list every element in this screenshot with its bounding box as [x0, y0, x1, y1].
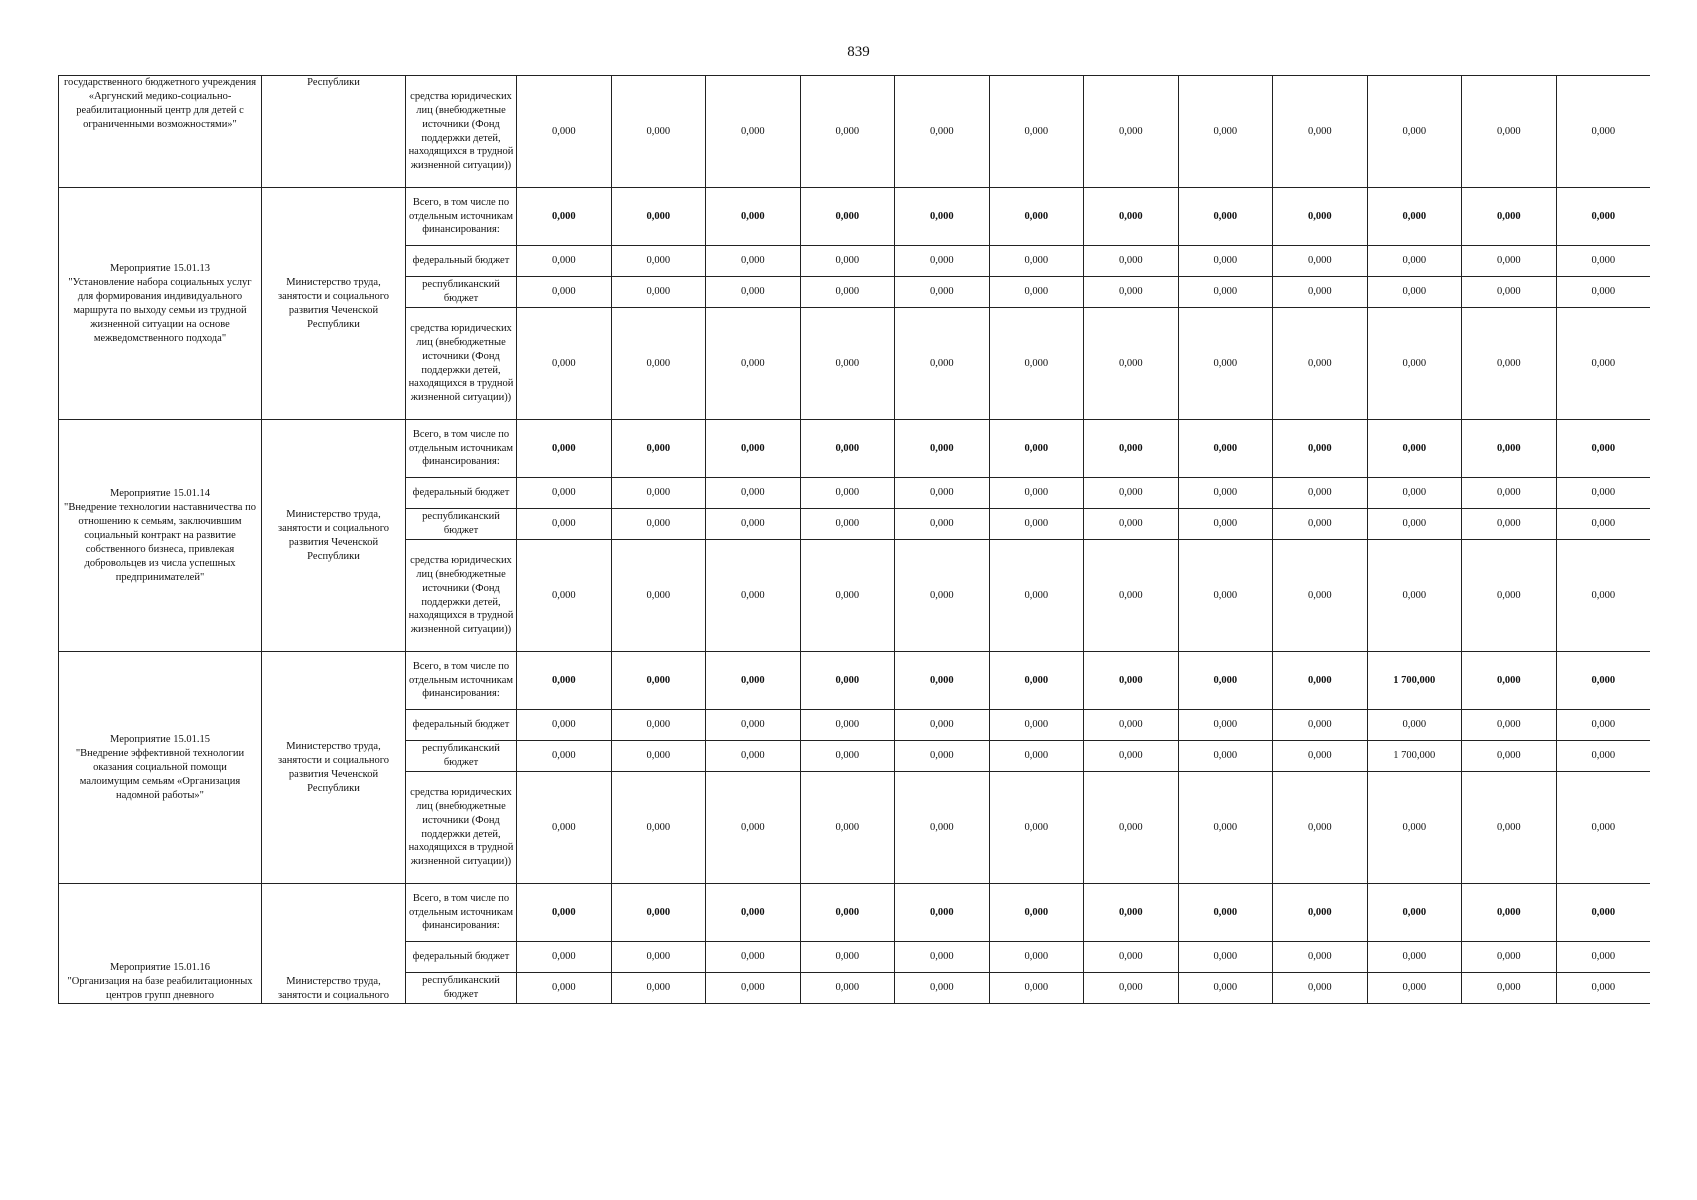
value-cell: 1 700,000 — [1367, 652, 1462, 710]
value-cell: 0,000 — [895, 973, 990, 1004]
event-title: Мероприятие 15.01.16 — [110, 962, 210, 973]
value-cell: 0,000 — [1084, 420, 1179, 478]
value-cell: 0,000 — [706, 509, 801, 540]
value-cell: 0,000 — [1178, 652, 1273, 710]
value-cell: 0,000 — [1178, 478, 1273, 509]
value-cell: 0,000 — [517, 652, 612, 710]
value-cell: 0,000 — [895, 652, 990, 710]
table-row-total — [59, 420, 1651, 478]
value-cell: 0,000 — [706, 741, 801, 772]
page-number: 839 — [847, 44, 870, 60]
value-cell: 0,000 — [706, 277, 801, 308]
value-cell: 0,000 — [1178, 246, 1273, 277]
value-cell: 0,000 — [706, 76, 801, 188]
value-cell: 0,000 — [1556, 741, 1650, 772]
value-cell: 0,000 — [895, 478, 990, 509]
funding-source-cell: республиканский бюджет — [406, 509, 517, 540]
value-cell: 0,000 — [1367, 772, 1462, 884]
value-cell: 0,000 — [706, 540, 801, 652]
executor-cell: Министерство труда, занятости и социального развития Чеченской Республики — [262, 420, 406, 652]
value-cell: 0,000 — [517, 478, 612, 509]
value-cell: 0,000 — [517, 277, 612, 308]
value-cell: 0,000 — [517, 188, 612, 246]
value-cell: 0,000 — [989, 741, 1084, 772]
event-description: "Установление набора социальных услуг для формирования индивидуального маршрута по выходу семьи из трудной жизненной ситуации на основе межведомственного подхода" — [68, 276, 252, 344]
value-cell: 0,000 — [1178, 76, 1273, 188]
event-cell — [59, 188, 262, 420]
value-cell: 0,000 — [517, 540, 612, 652]
value-cell: 0,000 — [706, 884, 801, 942]
value-cell: 0,000 — [895, 246, 990, 277]
value-cell: 0,000 — [895, 942, 990, 973]
value-cell: 0,000 — [706, 420, 801, 478]
value-cell: 0,000 — [611, 246, 706, 277]
value-cell: 0,000 — [800, 246, 895, 277]
value-cell: 0,000 — [1556, 478, 1650, 509]
executor-cell: Министерство труда, занятости и социального — [262, 884, 406, 1004]
value-cell: 0,000 — [989, 246, 1084, 277]
value-cell: 0,000 — [989, 710, 1084, 741]
financing-table-wrapper — [58, 75, 1650, 1080]
value-cell: 0,000 — [1273, 277, 1368, 308]
table-row-total — [59, 652, 1651, 710]
funding-source-cell: Всего, в том числе по отдельным источникам финансирования: — [406, 420, 517, 478]
value-cell: 0,000 — [989, 772, 1084, 884]
value-cell: 0,000 — [611, 308, 706, 420]
value-cell: 0,000 — [1273, 652, 1368, 710]
value-cell: 0,000 — [1084, 76, 1179, 188]
value-cell: 0,000 — [800, 540, 895, 652]
value-cell: 0,000 — [800, 188, 895, 246]
value-cell: 0,000 — [611, 772, 706, 884]
financing-table — [58, 75, 1650, 1004]
value-cell: 0,000 — [517, 509, 612, 540]
value-cell: 0,000 — [800, 942, 895, 973]
value-cell: 0,000 — [800, 277, 895, 308]
value-cell: 0,000 — [895, 884, 990, 942]
value-cell: 0,000 — [1367, 710, 1462, 741]
funding-source-cell: республиканский бюджет — [406, 741, 517, 772]
value-cell: 0,000 — [517, 772, 612, 884]
value-cell: 0,000 — [706, 308, 801, 420]
value-cell: 0,000 — [1556, 246, 1650, 277]
value-cell: 0,000 — [611, 277, 706, 308]
value-cell: 0,000 — [1462, 246, 1557, 277]
value-cell: 0,000 — [895, 420, 990, 478]
value-cell: 0,000 — [895, 540, 990, 652]
value-cell: 0,000 — [1367, 973, 1462, 1004]
value-cell: 0,000 — [1178, 308, 1273, 420]
funding-source-cell: средства юридических лиц (внебюджетные источники (Фонд поддержки детей, находящихся в трудной жизненной ситуации)) — [406, 76, 517, 188]
value-cell: 0,000 — [1462, 710, 1557, 741]
value-cell: 0,000 — [611, 188, 706, 246]
value-cell: 0,000 — [517, 942, 612, 973]
value-cell: 0,000 — [1273, 942, 1368, 973]
value-cell: 0,000 — [1462, 973, 1557, 1004]
value-cell: 0,000 — [1556, 509, 1650, 540]
value-cell: 0,000 — [517, 884, 612, 942]
value-cell: 0,000 — [517, 741, 612, 772]
value-cell: 0,000 — [989, 540, 1084, 652]
value-cell: 0,000 — [1178, 772, 1273, 884]
value-cell: 0,000 — [1367, 76, 1462, 188]
value-cell: 0,000 — [1556, 973, 1650, 1004]
value-cell: 0,000 — [895, 188, 990, 246]
value-cell: 0,000 — [1462, 277, 1557, 308]
value-cell: 0,000 — [1462, 741, 1557, 772]
value-cell: 0,000 — [1367, 884, 1462, 942]
funding-source-cell: федеральный бюджет — [406, 710, 517, 741]
value-cell: 0,000 — [1462, 652, 1557, 710]
value-cell: 0,000 — [1556, 942, 1650, 973]
funding-source-cell: Всего, в том числе по отдельным источникам финансирования: — [406, 188, 517, 246]
funding-source-cell: Всего, в том числе по отдельным источникам финансирования: — [406, 884, 517, 942]
value-cell: 0,000 — [800, 710, 895, 741]
value-cell: 0,000 — [800, 741, 895, 772]
value-cell: 0,000 — [517, 973, 612, 1004]
value-cell: 1 700,000 — [1367, 741, 1462, 772]
value-cell: 0,000 — [989, 308, 1084, 420]
event-cell — [59, 652, 262, 884]
value-cell: 0,000 — [1367, 188, 1462, 246]
value-cell: 0,000 — [1273, 973, 1368, 1004]
value-cell: 0,000 — [611, 652, 706, 710]
value-cell: 0,000 — [800, 478, 895, 509]
value-cell: 0,000 — [800, 973, 895, 1004]
value-cell: 0,000 — [517, 246, 612, 277]
value-cell: 0,000 — [1556, 76, 1650, 188]
value-cell: 0,000 — [1273, 188, 1368, 246]
value-cell: 0,000 — [611, 420, 706, 478]
funding-source-cell: средства юридических лиц (внебюджетные источники (Фонд поддержки детей, находящихся в трудной жизненной ситуации)) — [406, 540, 517, 652]
value-cell: 0,000 — [1273, 884, 1368, 942]
value-cell: 0,000 — [517, 76, 612, 188]
value-cell: 0,000 — [1367, 540, 1462, 652]
value-cell: 0,000 — [706, 942, 801, 973]
value-cell: 0,000 — [1178, 973, 1273, 1004]
value-cell: 0,000 — [1367, 420, 1462, 478]
value-cell: 0,000 — [706, 246, 801, 277]
value-cell: 0,000 — [1178, 710, 1273, 741]
value-cell: 0,000 — [989, 420, 1084, 478]
value-cell: 0,000 — [611, 942, 706, 973]
event-title: Мероприятие 15.01.13 — [110, 262, 210, 274]
funding-source-cell: федеральный бюджет — [406, 478, 517, 509]
event-cell — [59, 884, 262, 1004]
value-cell: 0,000 — [800, 420, 895, 478]
value-cell: 0,000 — [1462, 884, 1557, 942]
value-cell: 0,000 — [706, 478, 801, 509]
value-cell: 0,000 — [706, 973, 801, 1004]
value-cell: 0,000 — [611, 509, 706, 540]
value-cell: 0,000 — [800, 884, 895, 942]
event-title: Мероприятие 15.01.15 — [110, 733, 210, 745]
value-cell: 0,000 — [895, 710, 990, 741]
value-cell: 0,000 — [1462, 540, 1557, 652]
value-cell: 0,000 — [989, 509, 1084, 540]
value-cell: 0,000 — [1273, 420, 1368, 478]
value-cell: 0,000 — [1367, 308, 1462, 420]
value-cell: 0,000 — [1084, 710, 1179, 741]
value-cell: 0,000 — [611, 478, 706, 509]
executor-continuation-cell: Республики — [262, 76, 406, 188]
value-cell: 0,000 — [800, 509, 895, 540]
value-cell: 0,000 — [1084, 509, 1179, 540]
funding-source-cell: федеральный бюджет — [406, 942, 517, 973]
table-row-total — [59, 884, 1651, 942]
funding-source-cell: средства юридических лиц (внебюджетные источники (Фонд поддержки детей, находящихся в трудной жизненной ситуации)) — [406, 308, 517, 420]
table-row-total — [59, 188, 1651, 246]
event-description: "Внедрение эффективной технологии оказания социальной помощи малоимущим семьям «Организация надомной работы»" — [75, 747, 245, 801]
value-cell: 0,000 — [1462, 188, 1557, 246]
value-cell: 0,000 — [989, 188, 1084, 246]
value-cell: 0,000 — [611, 973, 706, 1004]
value-cell: 0,000 — [1084, 942, 1179, 973]
value-cell: 0,000 — [895, 772, 990, 884]
value-cell: 0,000 — [1178, 942, 1273, 973]
value-cell: 0,000 — [1084, 308, 1179, 420]
value-cell: 0,000 — [1084, 652, 1179, 710]
value-cell: 0,000 — [1556, 308, 1650, 420]
value-cell: 0,000 — [989, 652, 1084, 710]
value-cell: 0,000 — [611, 741, 706, 772]
value-cell: 0,000 — [800, 308, 895, 420]
value-cell: 0,000 — [1556, 652, 1650, 710]
value-cell: 0,000 — [1084, 973, 1179, 1004]
event-description: "Организация на базе реабилитационных центров групп дневного — [67, 976, 253, 1001]
value-cell: 0,000 — [611, 76, 706, 188]
value-cell: 0,000 — [517, 308, 612, 420]
value-cell: 0,000 — [1556, 188, 1650, 246]
value-cell: 0,000 — [1462, 420, 1557, 478]
value-cell: 0,000 — [1084, 188, 1179, 246]
value-cell: 0,000 — [800, 652, 895, 710]
value-cell: 0,000 — [1462, 478, 1557, 509]
value-cell: 0,000 — [1273, 710, 1368, 741]
value-cell: 0,000 — [1084, 246, 1179, 277]
value-cell: 0,000 — [1273, 509, 1368, 540]
value-cell: 0,000 — [1273, 741, 1368, 772]
funding-source-cell: республиканский бюджет — [406, 277, 517, 308]
event-description: "Внедрение технологии наставничества по отношению к семьям, заключившим социальный контракт на развитие собственного бизнеса, привлекая добровольцев из числа успешных предпринимателей" — [64, 501, 256, 583]
value-cell: 0,000 — [989, 973, 1084, 1004]
value-cell: 0,000 — [611, 884, 706, 942]
value-cell: 0,000 — [895, 741, 990, 772]
value-cell: 0,000 — [1367, 509, 1462, 540]
value-cell: 0,000 — [1084, 741, 1179, 772]
event-continuation-cell: государственного бюджетного учреждения «Аргунский медико-социально-реабилитационный центр для детей с ограниченными возможностями»" — [59, 76, 262, 188]
value-cell: 0,000 — [895, 308, 990, 420]
value-cell: 0,000 — [895, 76, 990, 188]
value-cell: 0,000 — [1556, 710, 1650, 741]
value-cell: 0,000 — [1084, 884, 1179, 942]
value-cell: 0,000 — [1178, 540, 1273, 652]
funding-source-cell: Всего, в том числе по отдельным источникам финансирования: — [406, 652, 517, 710]
value-cell: 0,000 — [517, 710, 612, 741]
value-cell: 0,000 — [1367, 246, 1462, 277]
value-cell: 0,000 — [989, 277, 1084, 308]
value-cell: 0,000 — [1084, 277, 1179, 308]
value-cell: 0,000 — [989, 942, 1084, 973]
value-cell: 0,000 — [1178, 741, 1273, 772]
value-cell: 0,000 — [517, 420, 612, 478]
value-cell: 0,000 — [1178, 509, 1273, 540]
value-cell: 0,000 — [1367, 942, 1462, 973]
value-cell: 0,000 — [1178, 420, 1273, 478]
value-cell: 0,000 — [1462, 308, 1557, 420]
value-cell: 0,000 — [1178, 277, 1273, 308]
value-cell: 0,000 — [706, 772, 801, 884]
value-cell: 0,000 — [895, 277, 990, 308]
value-cell: 0,000 — [1273, 308, 1368, 420]
value-cell: 0,000 — [800, 76, 895, 188]
funding-source-cell: средства юридических лиц (внебюджетные источники (Фонд поддержки детей, находящихся в трудной жизненной ситуации)) — [406, 772, 517, 884]
value-cell: 0,000 — [1084, 772, 1179, 884]
value-cell: 0,000 — [989, 478, 1084, 509]
value-cell: 0,000 — [1462, 942, 1557, 973]
value-cell: 0,000 — [1556, 540, 1650, 652]
value-cell: 0,000 — [1273, 76, 1368, 188]
value-cell: 0,000 — [706, 188, 801, 246]
value-cell: 0,000 — [989, 884, 1084, 942]
executor-cell: Министерство труда, занятости и социального развития Чеченской Республики — [262, 188, 406, 420]
value-cell: 0,000 — [1084, 478, 1179, 509]
value-cell: 0,000 — [1556, 884, 1650, 942]
value-cell: 0,000 — [1367, 277, 1462, 308]
value-cell: 0,000 — [1367, 478, 1462, 509]
value-cell: 0,000 — [895, 509, 990, 540]
value-cell: 0,000 — [1462, 509, 1557, 540]
value-cell: 0,000 — [611, 710, 706, 741]
value-cell: 0,000 — [1178, 188, 1273, 246]
value-cell: 0,000 — [1273, 772, 1368, 884]
value-cell: 0,000 — [1556, 420, 1650, 478]
value-cell: 0,000 — [1273, 540, 1368, 652]
event-title: Мероприятие 15.01.14 — [110, 487, 210, 499]
value-cell: 0,000 — [1273, 246, 1368, 277]
value-cell: 0,000 — [1556, 277, 1650, 308]
value-cell: 0,000 — [1178, 884, 1273, 942]
table-row — [59, 76, 1651, 188]
value-cell: 0,000 — [1556, 772, 1650, 884]
event-cell — [59, 420, 262, 652]
executor-cell: Министерство труда, занятости и социального развития Чеченской Республики — [262, 652, 406, 884]
value-cell: 0,000 — [706, 710, 801, 741]
value-cell: 0,000 — [800, 772, 895, 884]
value-cell: 0,000 — [706, 652, 801, 710]
value-cell: 0,000 — [989, 76, 1084, 188]
value-cell: 0,000 — [1273, 478, 1368, 509]
funding-source-cell: федеральный бюджет — [406, 246, 517, 277]
value-cell: 0,000 — [1462, 772, 1557, 884]
value-cell: 0,000 — [1084, 540, 1179, 652]
value-cell: 0,000 — [1462, 76, 1557, 188]
value-cell: 0,000 — [611, 540, 706, 652]
funding-source-cell: республиканский бюджет — [406, 973, 517, 1004]
